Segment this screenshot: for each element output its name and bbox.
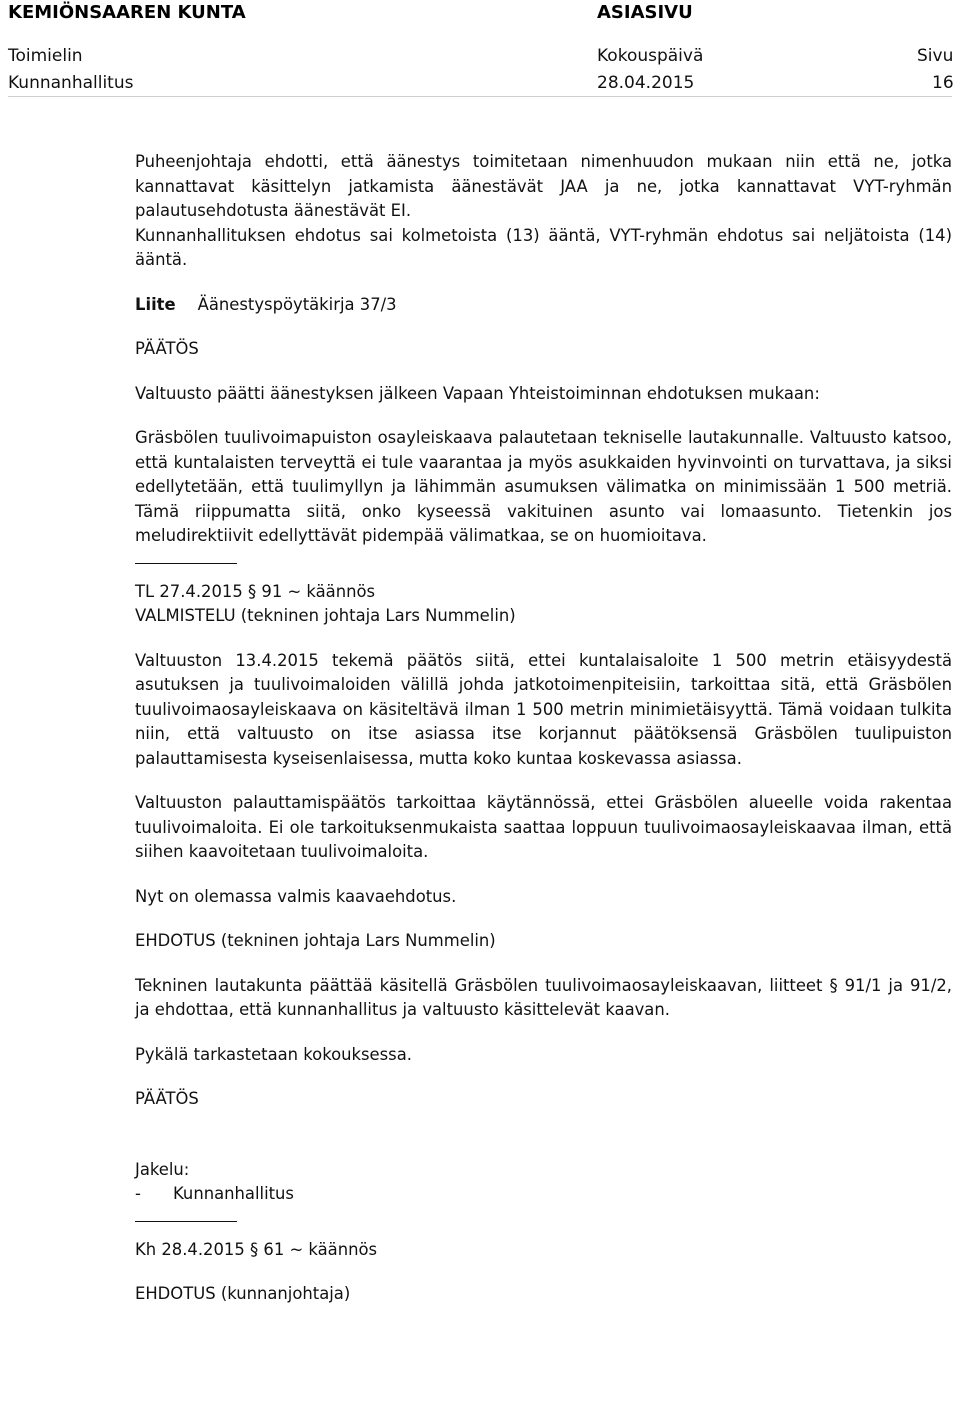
header-title-row: [0, 2, 960, 30]
document-body: [135, 150, 952, 1307]
decision-heading: PÄÄTÖS: [135, 339, 199, 358]
distribution-item: [135, 1182, 952, 1207]
header-divider: [8, 96, 952, 97]
header-label-row: [0, 46, 960, 74]
section-mark: §: [249, 1239, 259, 1259]
paragraph-preparation: Valtuuston 13.4.2015 tekemä päätös siitä, ettei kuntalaisaloite 1 500 metrin etäisyydestä asutuksen ja tuulivoimaloiden välillä johda jatkotoimenpiteisiin, tarkoittaa sitä, että Gräsbölen tuulivoimaosayleiskaava on käsiteltävä ilman 1 500 metrin minimietäisyyttä. Tämä voidaan tulkita niin, että valtuusto on itse asiassa itse korjannut päätöksensä Gräsbölen tuulipuiston palauttamisesta kyseisenlaisessa, mutta koko kuntaa koskevassa asiassa.: [135, 650, 952, 768]
proposal-heading: EHDOTUS (tekninen johtaja Lars Nummelin): [135, 931, 496, 950]
tl-date: TL 27.4.2015: [135, 581, 243, 601]
distribution-dash: -: [135, 1184, 141, 1203]
attachment-label: Liite: [135, 294, 176, 314]
meeting-date-value: 28.04.2015: [597, 73, 695, 93]
meeting-date-label: Kokouspäivä: [597, 46, 704, 66]
proposal-text-a: Tekninen lautakunta päättää käsitellä Gräsbölen tuulivoimaosayleiskaavan, liitteet: [135, 975, 823, 995]
body-label: Toimielin: [8, 46, 83, 66]
section-mark: §: [829, 975, 838, 995]
preparation-heading: VALMISTELU (tekninen johtaja Lars Nummelin): [135, 606, 516, 625]
distribution-recipient: Kunnanhallitus: [173, 1184, 294, 1203]
paragraph-draft-ready: Nyt on olemassa valmis kaavaehdotus.: [135, 886, 457, 906]
kh-section: 61 ~ käännös: [263, 1239, 378, 1259]
page-number: 16: [932, 73, 954, 93]
paragraph-council-decision: Valtuusto päätti äänestyksen jälkeen Vapaan Yhteistoiminnan ehdotuksen mukaan:: [135, 383, 820, 403]
decision-heading-2: PÄÄTÖS: [135, 1089, 199, 1108]
attachment-text: Äänestyspöytäkirja 37/3: [197, 294, 397, 314]
paragraph-vote-procedure: Puheenjohtaja ehdotti, että äänestys toimitetaan nimenhuudon mukaan niin että ne, jotka kannattavat käsittelyn jatkamista äänestävät JAA ja ne, jotka kannattavat VYT-ryhmän palautusehdotusta äänestävät EI.: [135, 152, 952, 220]
paragraph-proposal: [135, 974, 952, 1023]
paragraph-return-effect: Valtuuston palauttamispäätös tarkoittaa käytännössä, ettei Gräsbölen alueelle voida rakentaa tuulivoimaloita. Ei ole tarkoituksenmukaista saattaa loppuun tuulivoimaosayleiskaavaa ilman, että siihen kaavoitetaan tuulivoimaloita.: [135, 793, 952, 861]
separator-rule: [135, 563, 237, 564]
body-value: Kunnanhallitus: [8, 73, 134, 93]
paragraph-vote-result: Kunnanhallituksen ehdotus sai kolmetoista (13) ääntä, VYT-ryhmän ehdotus sai neljätoista (14) ääntä.: [135, 225, 952, 269]
distribution-heading: Jakelu:: [135, 1159, 190, 1179]
document-type: ASIASIVU: [597, 2, 693, 23]
proposal-heading-2: EHDOTUS (kunnanjohtaja): [135, 1284, 351, 1303]
attachment-line: [135, 293, 952, 318]
separator-rule-2: [135, 1221, 237, 1222]
paragraph-check: Pykälä tarkastetaan kokouksessa.: [135, 1044, 412, 1064]
proposal-text-b: 91/1 ja 91/2, ja ehdottaa, että kunnanhallitus ja valtuusto käsittelevät kaavan.: [135, 975, 952, 1019]
tl-section: 91 ~ käännös: [261, 581, 376, 601]
paragraph-return-decision: Gräsbölen tuulivoimapuiston osayleiskaava palautetaan tekniselle lautakunnalle. Valtuusto katsoo, että kuntalaisten terveyttä ei tule vaarantaa ja myös asukkaiden hyvinvointi on turvattava, ja siksi edellytetään, että tuulimyllyn ja lähimmän asumuksen välimatka on minimissään 1 500 metriä. Tämä riippumatta siitä, onko kyseessä vakituinen asunto vai lomaasunto. Tietenkin jos meludirektiivit edellyttävät pidempää välimatkaa, se on huomioitava.: [135, 428, 952, 545]
tl-reference: [135, 580, 952, 605]
kh-date: Kh 28.4.2015: [135, 1239, 245, 1259]
organization-name: KEMIÖNSAAREN KUNTA: [8, 2, 246, 23]
section-mark: §: [248, 581, 257, 601]
page-label: Sivu: [917, 46, 954, 66]
kh-reference: [135, 1238, 952, 1263]
